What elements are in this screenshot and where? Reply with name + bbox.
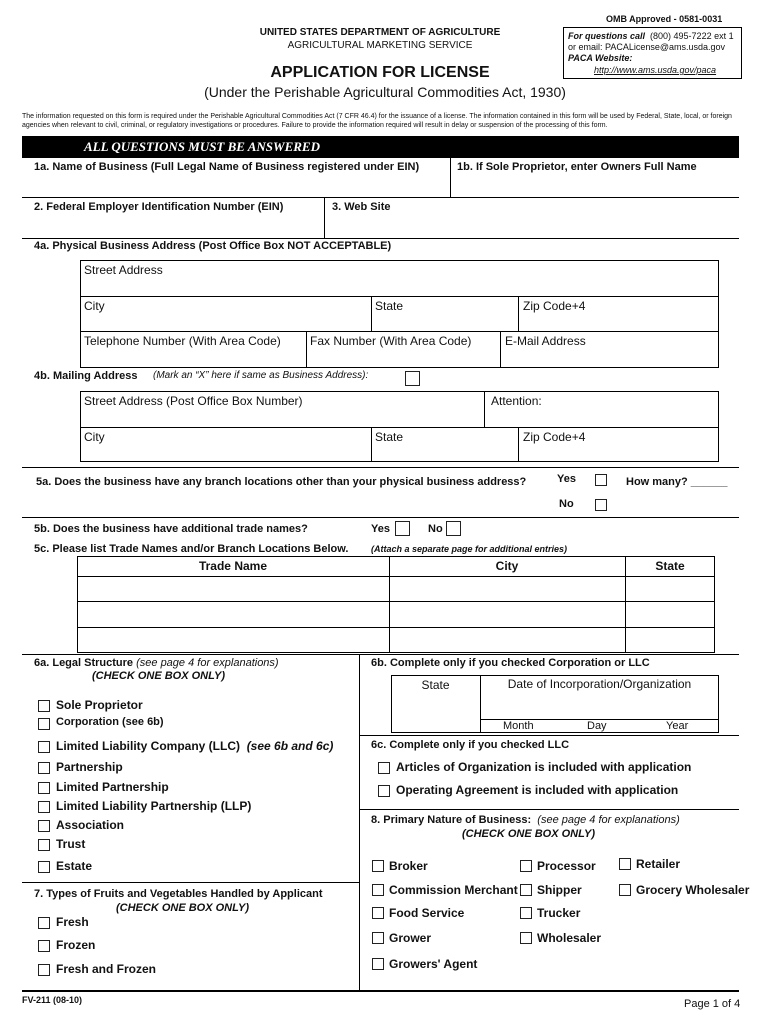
- form-subtitle: (Under the Perishable Agricultural Commodities Act, 1930): [204, 84, 566, 100]
- q5a-label: 5a. Does the business have any branch locations other than your physical business address?: [36, 476, 527, 488]
- owner-name-input[interactable]: [455, 175, 735, 195]
- association-checkbox[interactable]: [38, 820, 50, 832]
- q7-label: 7. Types of Fruits and Vegetables Handled by Applicant: [34, 888, 323, 900]
- form-number: FV-211 (08-10): [22, 995, 83, 1005]
- fresh-and-frozen-checkbox[interactable]: [38, 964, 50, 976]
- attention-field[interactable]: Attention:: [491, 394, 542, 408]
- email-field[interactable]: E-Mail Address: [505, 334, 586, 348]
- grocery-wholesaler-checkbox[interactable]: [619, 884, 631, 896]
- q5c-label: 5c. Please list Trade Names and/or Branch Locations Below.: [34, 543, 349, 555]
- q6c-label: 6c. Complete only if you checked LLC: [371, 739, 570, 751]
- limited-partnership-label: Limited Partnership: [56, 780, 169, 794]
- partnership-checkbox[interactable]: [38, 762, 50, 774]
- commission-merchant-label: Commission Merchant: [389, 883, 518, 897]
- wholesaler-label: Wholesaler: [537, 931, 602, 945]
- q5a-yes-label: Yes: [557, 473, 576, 485]
- city-field[interactable]: City: [84, 299, 105, 313]
- q1b-label: 1b. If Sole Proprietor, enter Owners Full Name: [457, 161, 697, 173]
- trade-name-cell[interactable]: [79, 603, 387, 625]
- col-trade-name: Trade Name: [198, 559, 268, 573]
- retailer-label: Retailer: [636, 857, 681, 871]
- q5b-label: 5b. Does the business have additional trade names?: [34, 523, 308, 535]
- q5b-no-label: No: [428, 523, 443, 535]
- q5a-no-label: No: [559, 498, 574, 510]
- ein-input[interactable]: [34, 215, 319, 235]
- shipper-label: Shipper: [537, 883, 582, 897]
- website-input[interactable]: [330, 215, 735, 235]
- incorporation-date-label: Date of Incorporation/Organization: [507, 677, 692, 691]
- telephone-field[interactable]: Telephone Number (With Area Code): [84, 334, 281, 348]
- mailing-state-field[interactable]: State: [375, 430, 404, 444]
- trust-checkbox[interactable]: [38, 839, 50, 851]
- frozen-label: Frozen: [56, 938, 96, 952]
- estate-checkbox[interactable]: [38, 861, 50, 873]
- fresh-label: Fresh: [56, 915, 89, 929]
- trucker-checkbox[interactable]: [520, 907, 532, 919]
- q6b-label: 6b. Complete only if you checked Corporation or LLC: [371, 657, 650, 669]
- contact-box: [563, 27, 742, 79]
- omb-number: OMB Approved - 0581-0031: [606, 14, 723, 24]
- q1a-label: 1a. Name of Business (Full Legal Name of Business registered under EIN): [34, 161, 420, 173]
- state-field[interactable]: State: [375, 299, 404, 313]
- operating-agreement-checkbox[interactable]: [378, 785, 390, 797]
- llp-checkbox[interactable]: [38, 801, 50, 813]
- trust-label: Trust: [56, 837, 86, 851]
- limited-partnership-checkbox[interactable]: [38, 782, 50, 794]
- same-address-checkbox[interactable]: [405, 371, 420, 386]
- association-label: Association: [56, 818, 125, 832]
- llp-label: Limited Liability Partnership (LLP): [56, 799, 252, 813]
- contact-email[interactable]: or email: PACALicense@ams.usda.gov: [568, 42, 726, 52]
- contact-phone-line: For questions call (800) 495-7222 ext 1: [568, 31, 734, 41]
- food-service-checkbox[interactable]: [372, 907, 384, 919]
- service-name: AGRICULTURAL MARKETING SERVICE: [287, 40, 473, 51]
- street-address-field[interactable]: Street Address: [84, 263, 163, 277]
- q5b-no-checkbox[interactable]: [446, 521, 461, 536]
- food-service-label: Food Service: [389, 906, 465, 920]
- zip-field[interactable]: Zip Code+4: [523, 299, 586, 313]
- llc-checkbox[interactable]: [38, 741, 50, 753]
- q8-label: 8. Primary Nature of Business: (see page 4 for explanations): [371, 814, 680, 826]
- llc-label: Limited Liability Company (LLC) (see 6b and 6c): [56, 739, 334, 753]
- operating-agreement-label: Operating Agreement is included with application: [396, 783, 679, 797]
- grower-checkbox[interactable]: [372, 932, 384, 944]
- q3-label: 3. Web Site: [332, 201, 391, 213]
- q6a-check-one: (CHECK ONE BOX ONLY): [92, 670, 226, 682]
- department-name: UNITED STATES DEPARTMENT OF AGRICULTURE: [259, 27, 501, 38]
- q7-check-one: (CHECK ONE BOX ONLY): [116, 902, 250, 914]
- q4a-label: 4a. Physical Business Address (Post Office Box NOT ACCEPTABLE): [34, 240, 392, 252]
- trade-name-cell[interactable]: [79, 629, 387, 651]
- fresh-and-frozen-label: Fresh and Frozen: [56, 962, 157, 976]
- partnership-label: Partnership: [56, 760, 123, 774]
- q4b-note: (Mark an “X” here if same as Business Address):: [153, 370, 369, 381]
- trucker-label: Trucker: [537, 906, 581, 920]
- processor-label: Processor: [537, 859, 596, 873]
- grocery-wholesaler-label: Grocery Wholesaler: [636, 883, 750, 897]
- month-field[interactable]: Month: [503, 720, 534, 732]
- sole-proprietor-label: Sole Proprietor: [56, 698, 143, 712]
- page-number: Page 1 of 4: [684, 998, 741, 1010]
- col-state: State: [655, 559, 685, 573]
- business-name-input[interactable]: [34, 175, 448, 195]
- incorporation-state-field[interactable]: State: [421, 678, 450, 692]
- corporation-label: Corporation (see 6b): [56, 716, 164, 728]
- grower-label: Grower: [389, 931, 432, 945]
- estate-label: Estate: [56, 859, 93, 873]
- articles-checkbox[interactable]: [378, 762, 390, 774]
- articles-label: Articles of Organization is included with application: [396, 760, 692, 774]
- retailer-checkbox[interactable]: [619, 858, 631, 870]
- form-title: APPLICATION FOR LICENSE: [270, 64, 490, 81]
- day-field[interactable]: Day: [587, 720, 607, 732]
- mailing-city-field[interactable]: City: [84, 430, 105, 444]
- website-link[interactable]: http://www.ams.usda.gov/paca: [594, 65, 717, 75]
- sole-proprietor-checkbox[interactable]: [38, 700, 50, 712]
- mailing-street-field[interactable]: Street Address (Post Office Box Number): [84, 394, 303, 408]
- q6a-label: 6a. Legal Structure (see page 4 for explanations): [34, 657, 279, 669]
- mailing-zip-field[interactable]: Zip Code+4: [523, 430, 586, 444]
- q5c-note: (Attach a separate page for additional entries): [371, 544, 568, 554]
- q2-label: 2. Federal Employer Identification Number (EIN): [34, 201, 284, 213]
- q8-check-one: (CHECK ONE BOX ONLY): [462, 828, 596, 840]
- trade-name-cell[interactable]: [79, 578, 387, 600]
- broker-checkbox[interactable]: [372, 860, 384, 872]
- instruction-banner: ALL QUESTIONS MUST BE ANSWERED: [22, 136, 739, 158]
- fax-field[interactable]: Fax Number (With Area Code): [310, 334, 472, 348]
- fresh-checkbox[interactable]: [38, 917, 50, 929]
- privacy-notice: The information requested on this form is required under the Perishable Agricultural Commodities Act (7 CFR 46.4) for the issuance of a license. The information contained in this form will be used by Federal, State, local, or foreign agencies when relevant to civil, criminal, or regulatory investigations or procedures. Failure to provide the information required will result in delay or suspension of the processing of this form.: [22, 113, 732, 129]
- year-field[interactable]: Year: [666, 720, 689, 732]
- growers-agent-checkbox[interactable]: [372, 958, 384, 970]
- wholesaler-checkbox[interactable]: [520, 932, 532, 944]
- q5a-no-checkbox[interactable]: [595, 499, 607, 511]
- physical-address-box: [80, 260, 719, 368]
- q5b-yes-label: Yes: [371, 523, 390, 535]
- growers-agent-label: Growers' Agent: [389, 957, 478, 971]
- broker-label: Broker: [389, 859, 428, 873]
- col-city: City: [495, 559, 519, 573]
- frozen-checkbox[interactable]: [38, 940, 50, 952]
- q5a-yes-checkbox[interactable]: [595, 474, 607, 486]
- q4b-label: 4b. Mailing Address: [34, 370, 138, 382]
- corporation-checkbox[interactable]: [38, 718, 50, 730]
- how-many-field[interactable]: How many? ______: [626, 476, 728, 488]
- commission-merchant-checkbox[interactable]: [372, 884, 384, 896]
- shipper-checkbox[interactable]: [520, 884, 532, 896]
- processor-checkbox[interactable]: [520, 860, 532, 872]
- website-label: PACA Website:: [568, 53, 633, 63]
- q5b-yes-checkbox[interactable]: [395, 521, 410, 536]
